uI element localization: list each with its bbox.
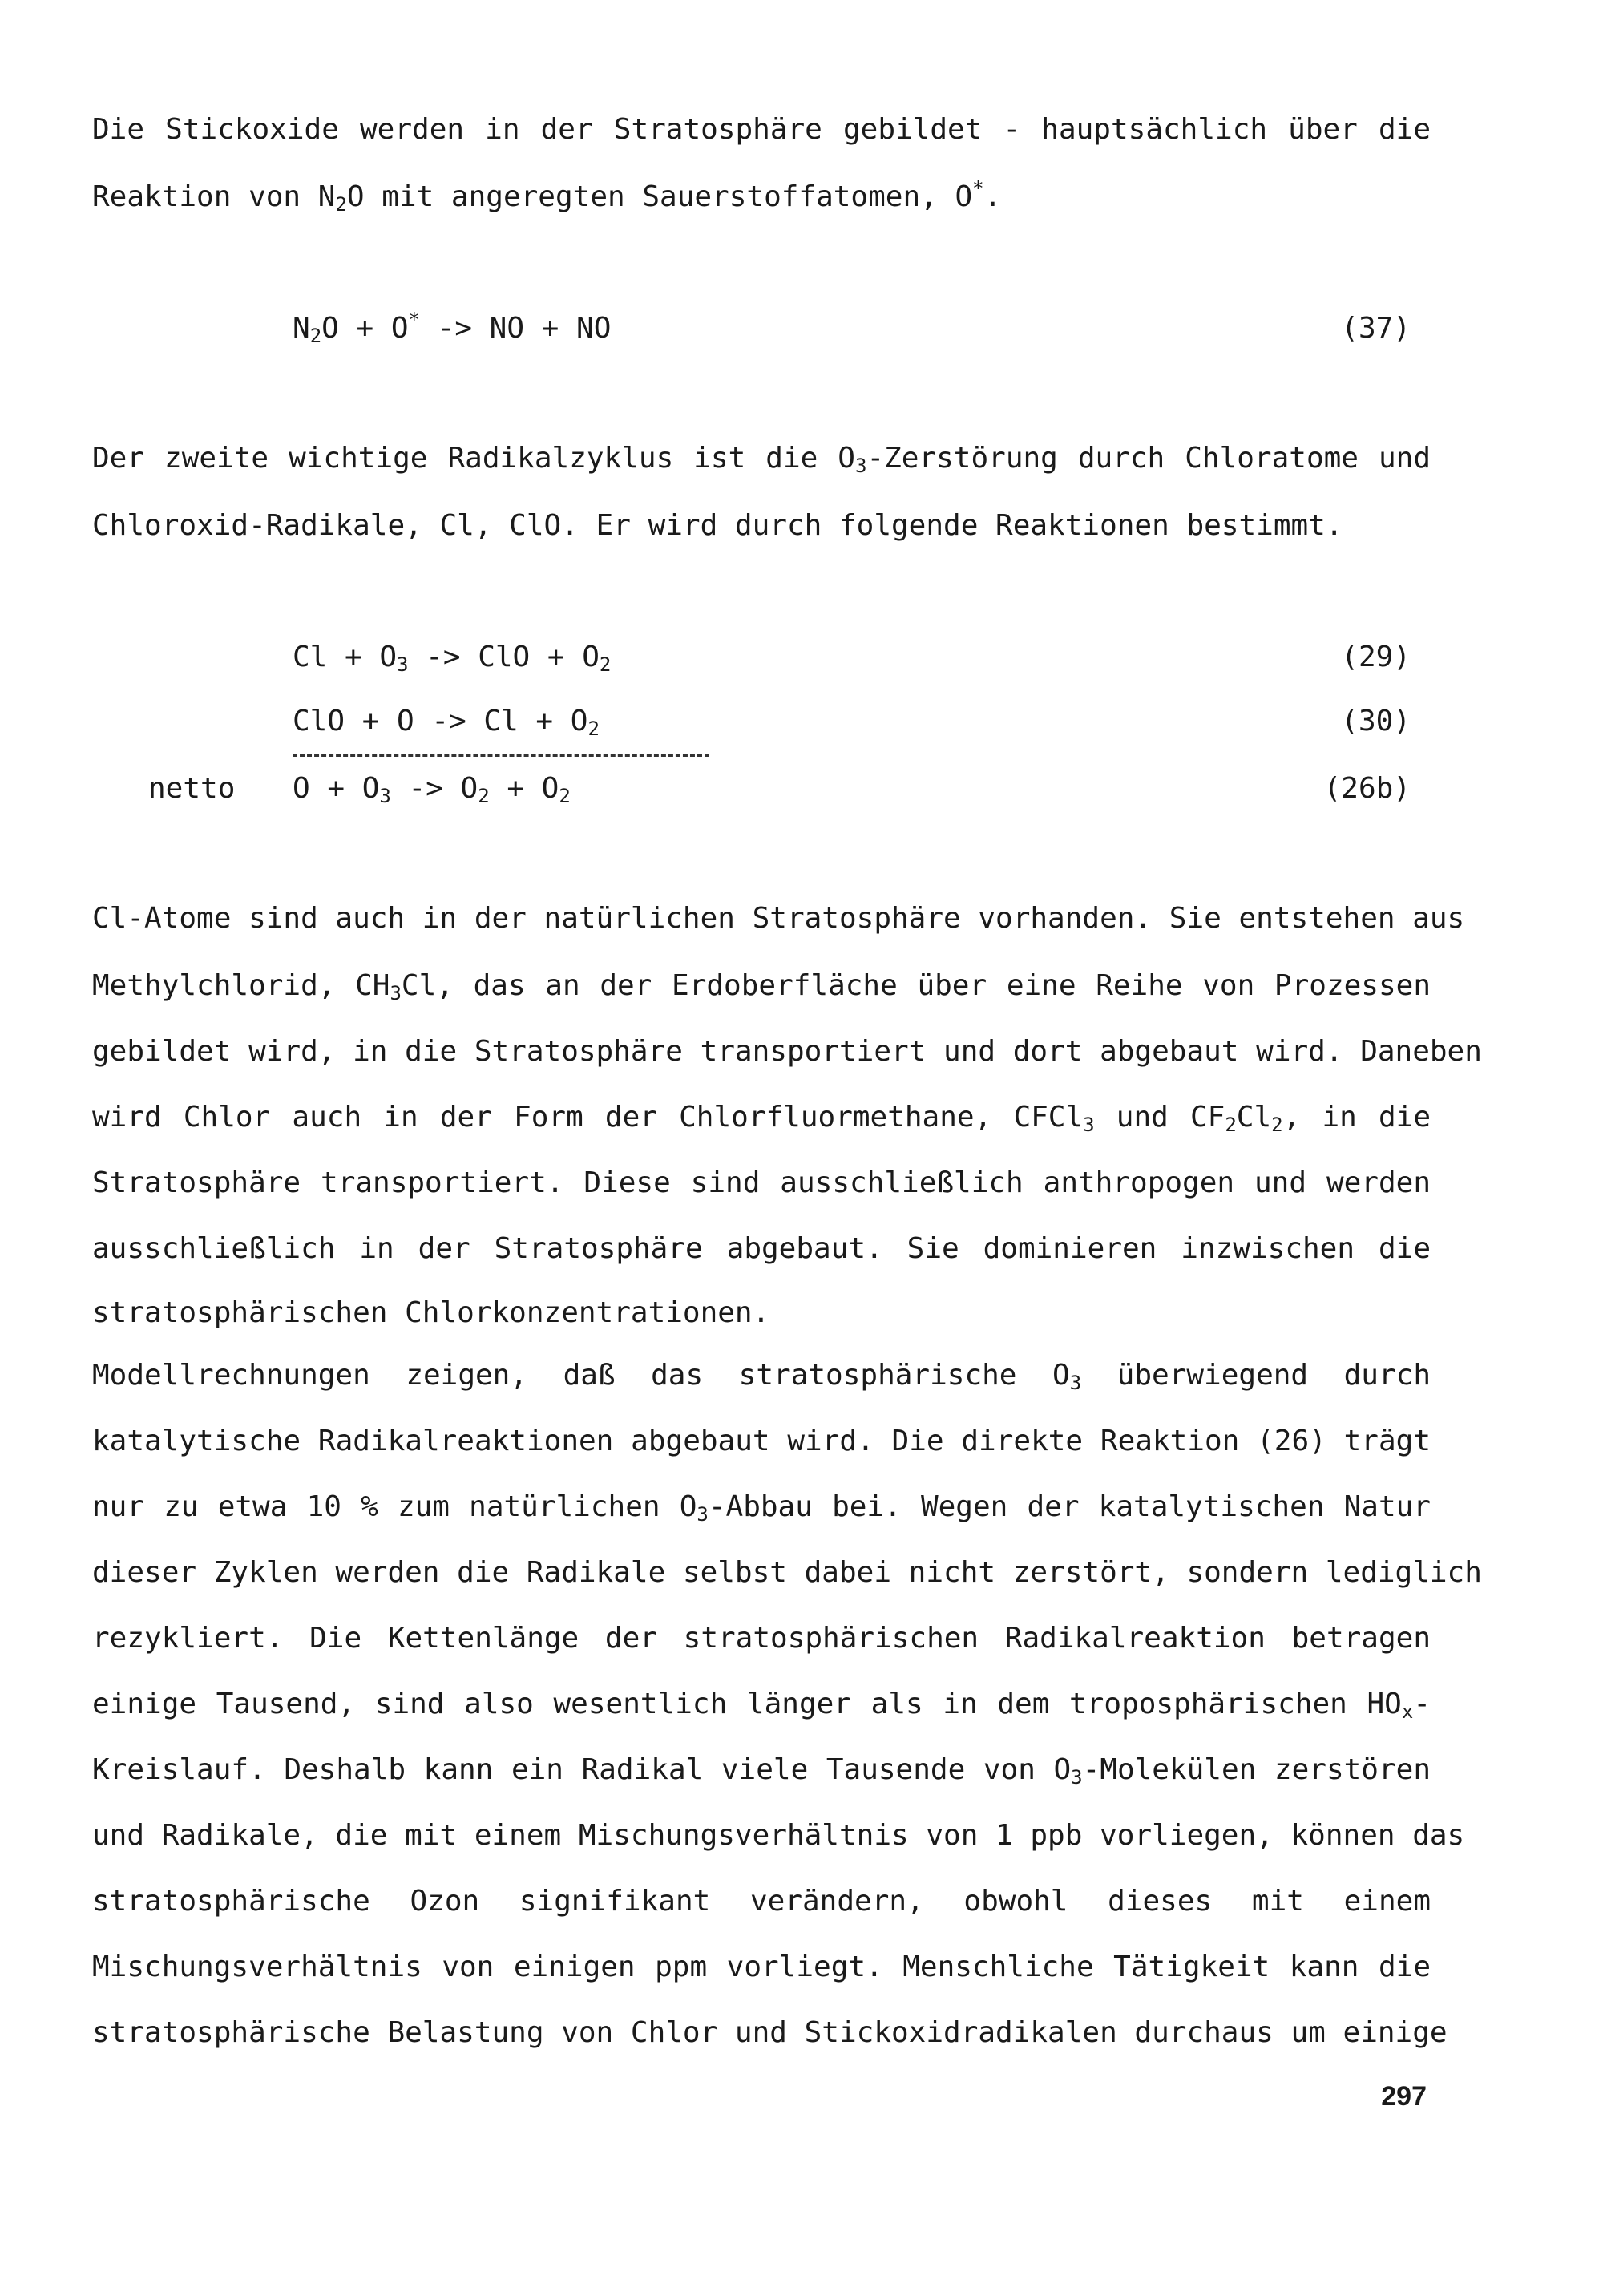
paragraph-4-line-11: stratosphärische Belastung von Chlor und Stickoxidradikalen durchaus um einige xyxy=(92,2016,1448,2049)
paragraph-4-line-2: katalytische Radikalreaktionen abgebaut wird. Die direkte Reaktion (26) trägt xyxy=(92,1425,1431,1457)
paragraph-4-line-8: und Radikale, die mit einem Mischungsverhältnis von 1 ppb vorliegen, können das xyxy=(92,1819,1465,1852)
netto-label: netto xyxy=(148,772,236,805)
equation-30: ClO + $O -> Cl + O_2$ xyxy=(293,705,600,740)
paragraph-4-line-4: dieser Zyklen werden die Radikale selbst dabei nicht zerstört, sondern lediglich xyxy=(92,1556,1482,1589)
paragraph-3-line-4: wird Chlor auch in der Form der Chlorfluormethane, CFCl$_3$ und $CF_2Cl_2$, in die xyxy=(92,1101,1431,1136)
page-number: 297 xyxy=(1381,2081,1427,2112)
paragraph-1-line-1: Die Stickoxide werden in der Stratosphäre gebildet - hauptsächlich über die xyxy=(92,113,1431,146)
equation-29: $Cl + O_3$ -> ClO + $O_2$ xyxy=(293,641,612,676)
paragraph-3-line-1: Cl-Atome sind auch in der natürlichen Stratosphäre vorhanden. Sie entstehen aus xyxy=(92,902,1465,935)
summation-divider xyxy=(293,754,709,757)
paragraph-2-line-1: Der zweite wichtige Radikalzyklus ist die $O_3$-Zerstörung durch Chloratome und xyxy=(92,442,1431,477)
paragraph-3-line-3: gebildet wird, in die Stratosphäre transportiert und dort abgebaut wird. Daneben xyxy=(92,1035,1482,1068)
equation-number-26b: (26b) xyxy=(1323,772,1411,805)
paragraph-3-line-7: stratosphärischen Chlorkonzentrationen. xyxy=(92,1296,770,1329)
equation-26b: $O + O_3 -> O_2 + O_2$ xyxy=(293,772,571,807)
paragraph-3-line-2: Methylchlorid, $CH_3Cl$, das an der Erdoberfläche über eine Reihe von Prozessen xyxy=(92,969,1431,1004)
paragraph-3-line-6: ausschließlich in der Stratosphäre abgebaut. Sie dominieren inzwischen die xyxy=(92,1232,1431,1265)
paragraph-4-line-6: einige Tausend, sind also wesentlich länger als in dem troposphärischen $HO_x-$ xyxy=(92,1688,1431,1723)
paragraph-2-line-2: Chloroxid-Radikale, Cl, ClO. Er wird durch folgende Reaktionen bestimmt. xyxy=(92,509,1343,542)
equation-number-30: (30) xyxy=(1341,705,1411,738)
paragraph-4-line-9: stratosphärische Ozon signifikant verändern, obwohl dieses mit einem xyxy=(92,1885,1431,1918)
paragraph-4-line-10: Mischungsverhältnis von einigen ppm vorliegt. Menschliche Tätigkeit kann die xyxy=(92,1950,1431,1983)
paragraph-4-line-1: Modellrechnungen zeigen, daß das stratosphärische $O_3$ überwiegend durch xyxy=(92,1359,1431,1394)
paragraph-3-line-5: Stratosphäre transportiert. Diese sind ausschließlich anthropogen und werden xyxy=(92,1166,1431,1199)
paragraph-4-line-3: nur zu etwa 10 % zum natürlichen $O_3$-Abbau bei. Wegen der katalytischen Natur xyxy=(92,1490,1431,1526)
paragraph-4-line-5: rezykliert. Die Kettenlänge der stratosphärischen Radikalreaktion betragen xyxy=(92,1622,1431,1655)
equation-37: $N_2O + O^*$ -> NO + NO xyxy=(293,309,612,347)
paragraph-4-line-7: Kreislauf. Deshalb kann ein Radikal viele Tausende von $O_3$-Molekülen zerstören xyxy=(92,1753,1431,1789)
equation-number-37: (37) xyxy=(1341,312,1411,345)
paragraph-1-line-2: Reaktion von $N_2O$ mit angeregten Sauerstoffatomen, O*. xyxy=(92,177,1002,216)
equation-number-29: (29) xyxy=(1341,641,1411,673)
